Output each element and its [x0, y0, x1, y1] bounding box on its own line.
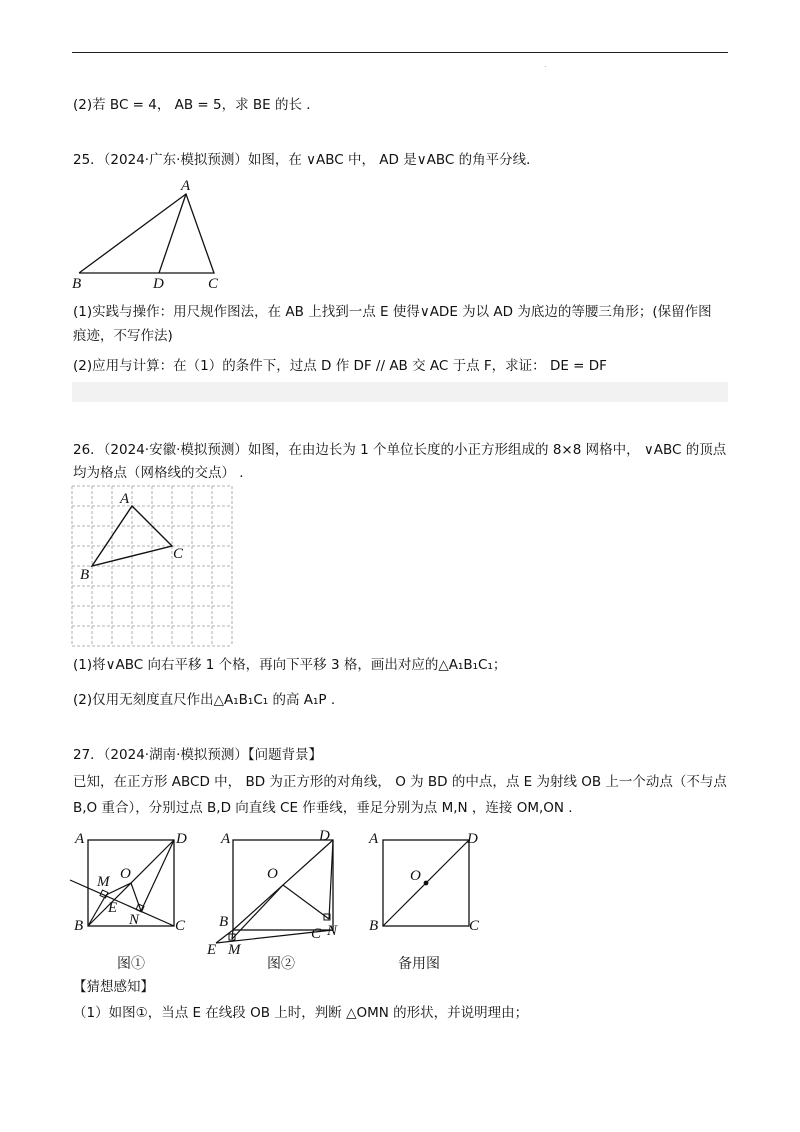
q26-stem-line2: 均为格点（网格线的交点） . — [73, 465, 244, 481]
fig2-label-A: A — [221, 831, 231, 847]
fig2-label-E: E — [207, 942, 217, 958]
fig1-label-A: A — [75, 831, 85, 847]
q26-label-A: A — [120, 491, 130, 507]
fig1-label-O: O — [120, 866, 131, 882]
q27-line1: 已知，在正方形 ABCD 中， BD 为正方形的对角线， O 为 BD 的中点，点 E 为射线 OB 上一个动点（不与点 — [73, 774, 727, 790]
fig1-caption: 图① — [117, 956, 145, 972]
q27-figure-1 — [70, 826, 200, 976]
q25-part1-line2: 痕迹，不写作法) — [73, 328, 173, 344]
q27-line2: B,O 重合），分别过点 B,D 向直线 CE 作垂线，垂足分别为点 M,N ，连接 OM,ON . — [73, 800, 573, 816]
q25-label-B: B — [72, 276, 82, 292]
q26-stem-line1: 26．（2024·安徽·模拟预测）如图，在由边长为 1 个单位长度的小正方形组成的 8×8 网格中， ∨ABC 的顶点 — [73, 442, 727, 458]
fig2-label-D: D — [319, 828, 330, 844]
q26-label-B: B — [80, 567, 90, 583]
fig1-label-E: E — [108, 900, 118, 916]
q27-figure-3 — [365, 826, 495, 976]
q25-triangle — [79, 194, 214, 273]
fig3-label-B: B — [369, 918, 379, 934]
fig2-caption: 图② — [267, 956, 295, 972]
fig2-label-N: N — [327, 923, 338, 939]
fig1-label-C: C — [175, 918, 186, 934]
q25-label-D: D — [153, 276, 164, 292]
header-dot: . — [544, 60, 547, 69]
fig3-label-D: D — [467, 831, 478, 847]
q26-part2: (2)仅用无刻度直尺作出△A₁B₁C₁ 的高 A₁P . — [73, 692, 336, 708]
q25-label-C: C — [208, 276, 219, 292]
fig1-label-D: D — [176, 831, 187, 847]
q26-label-C: C — [173, 546, 184, 562]
q25-triangle-figure — [70, 176, 230, 296]
q26-grid — [72, 486, 232, 646]
fig2-label-M: M — [228, 942, 241, 958]
answer-space-bar — [72, 382, 728, 402]
q24-part2: (2)若 BC = 4， AB = 5，求 BE 的长 . — [73, 97, 311, 113]
q25-part1-line1: (1)实践与操作：用尺规作图法，在 AB 上找到一点 E 使得∨ADE 为以 AD 为底边的等腰三角形；(保留作图 — [73, 304, 712, 320]
q26-grid-figure — [72, 486, 234, 648]
fig3-caption: 备用图 — [398, 956, 440, 972]
q26-part1: (1)将∨ABC 向右平移 1 个格，再向下平移 3 格，画出对应的△A₁B₁C₁； — [73, 657, 507, 673]
q25-label-A: A — [181, 178, 191, 194]
q27-stem: 27．（2024·湖南·模拟预测）【问题背景】 — [73, 747, 323, 763]
q27-guess-heading: 【猜想感知】 — [73, 979, 154, 995]
fig1-label-B: B — [74, 918, 84, 934]
q27-guess-part1: （1）如图①，当点 E 在线段 OB 上时，判断 △OMN 的形状，并说明理由； — [73, 1005, 529, 1021]
fig3-label-C: C — [469, 918, 480, 934]
q25-bisector-AD — [159, 194, 186, 273]
q25-part2: (2)应用与计算：在（1）的条件下，过点 D 作 DF // AB 交 AC 于点 F，求证： DE = DF — [73, 358, 607, 374]
fig2-label-B: B — [219, 914, 229, 930]
fig3-label-A: A — [369, 831, 379, 847]
q25-stem: 25．（2024·广东·模拟预测）如图，在 ∨ABC 中， AD 是∨ABC 的角平分线． — [73, 152, 540, 168]
q27-figure-2 — [205, 826, 355, 976]
fig2-label-C: C — [311, 926, 322, 942]
header-rule — [72, 52, 728, 53]
fig1-label-M: M — [97, 874, 110, 890]
fig1-label-N: N — [129, 912, 140, 928]
fig3-label-O: O — [410, 868, 421, 884]
fig2-label-O: O — [267, 866, 278, 882]
